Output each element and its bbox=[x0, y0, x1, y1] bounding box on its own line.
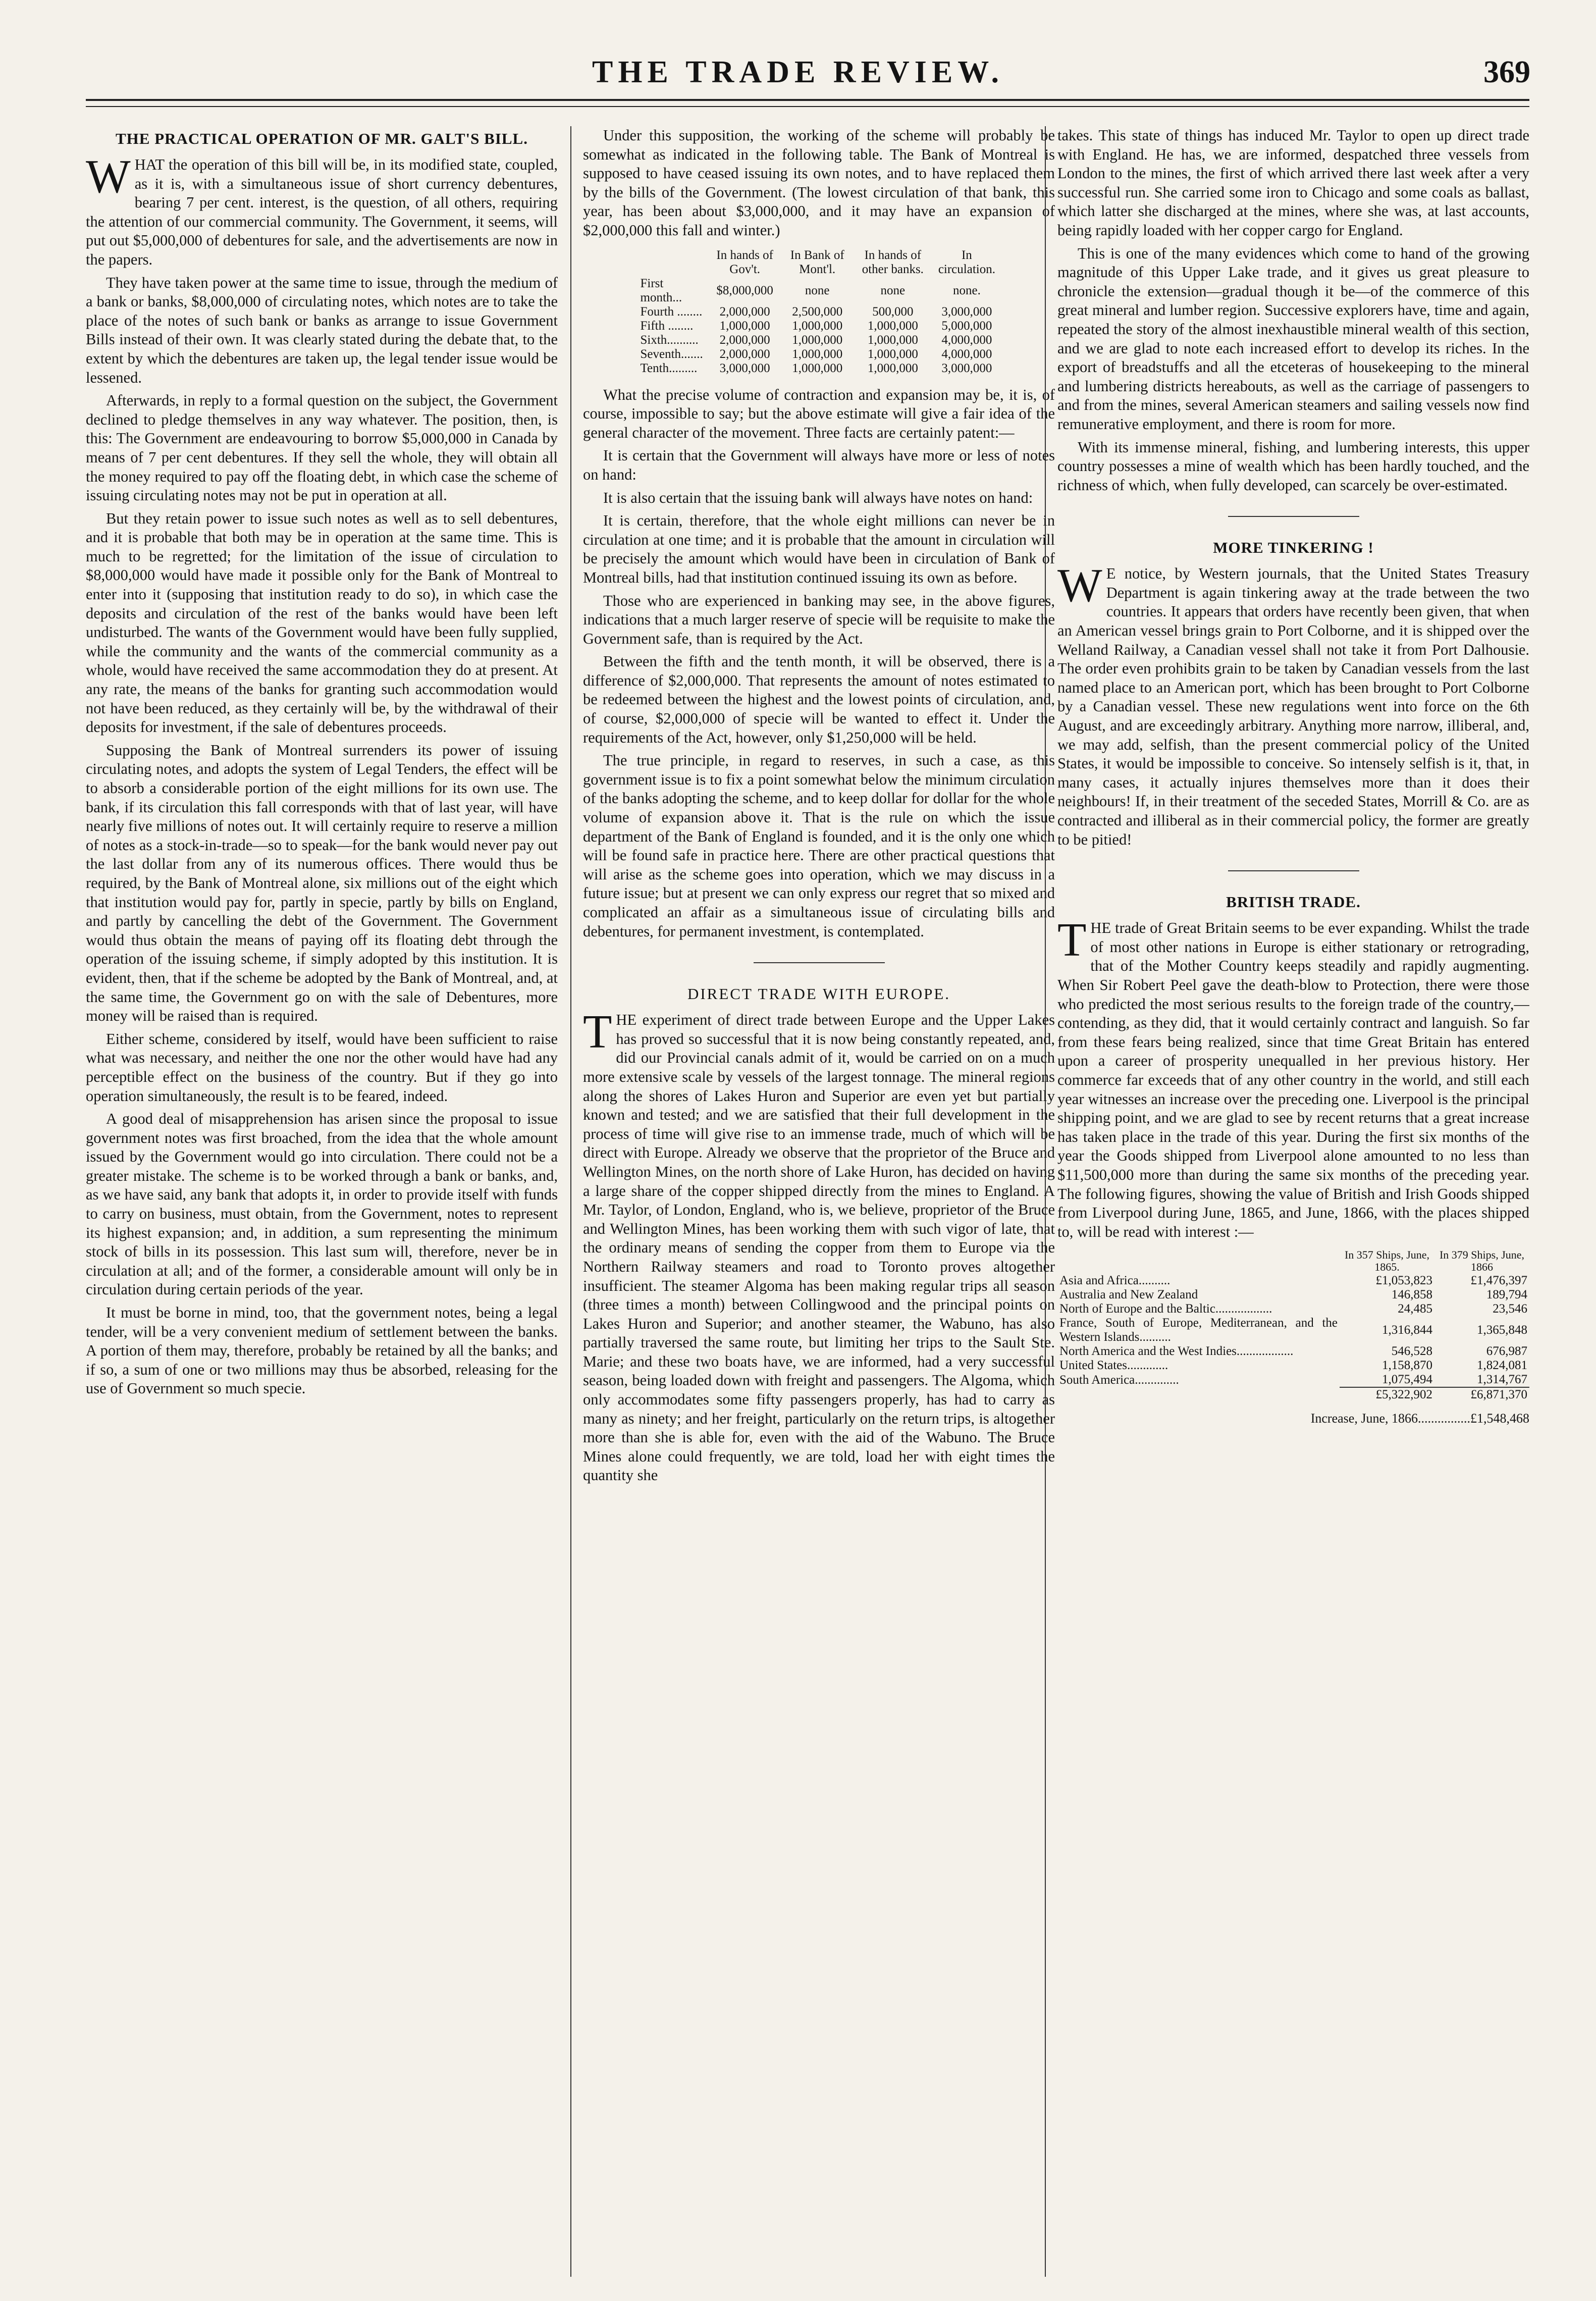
article-paragraph: A good deal of misapprehension has arisen since the proposal to issue government notes was first broached, from the idea that the whole amount issued by the Government would go into circulation. There could not be a greater mistake. The scheme is to be worked through a bank or banks, and, as we have said, any bank that adopts it, in order to provide itself with funds to carry on business, must obtain, from the Government, notes to represent its highest expansion; and, in addition, a sum representing the minimum stock of bills in its possession. This last sum will, therefore, never be in circulation at all; and of the former, a considerable amount will only be in circulation during certain periods of the year. bbox=[86, 1110, 558, 1298]
page-header-title: THE TRADE REVIEW. bbox=[592, 55, 1004, 89]
article-paragraph: THE experiment of direct trade between Europe and the Upper Lakes has proved so successful that it is now being constantly repeated, and, did our Provincial canals admit of it, would be carried on on a much more extensive scale by vessels of the largest tonnage. The mineral regions along the shores of Lakes Huron and Superior are even yet but partially known and tested; and we are satisfied that their full development in the process of time will give rise to an immense trade, much of which will be direct with Europe. Already we observe that the proprietor of the Bruce and Wellington Mines, on the north shore of Lake Huron, has decided on having a large share of the copper shipped directly from the mines to England. A Mr. Taylor, of London, England, who is, we believe, proprietor of the Bruce and Wellington Mines, has been working them with such vigor of late, that the ordinary means of sending the copper from them to Europe via the Northern Railway steamers and road to Toronto proves altogether insufficient. The steamer Algoma has been making regular trips all season (three times a month) between Collingwood and the principal points on Lakes Huron and Superior; and another steamer, the Wabuno, has also partially traversed the same route, but limiting her trips to the Sault Ste. Marie; and these two boats have, we are informed, had a very successful season, being loaded down with freight and passengers. The Algoma, which only accommodates some fifty passengers properly, has had to carry as many as ninety; and her freight, particularly on the return trips, is altogether more than she is able for, even with the aid of the Wabuno. The Bruce Mines alone could frequently, we are told, load her with eight times the quantity she bbox=[583, 1006, 1055, 1484]
drop-cap: W bbox=[1057, 559, 1102, 612]
header-rule-thin bbox=[86, 106, 1529, 107]
table-header: In hands of other banks. bbox=[862, 248, 924, 276]
table-header: In 379 Ships, June, 1866 bbox=[1439, 1248, 1525, 1274]
article-heading-galts-bill: THE PRACTICAL OPERATION OF MR. GALT'S BILL. bbox=[116, 130, 528, 147]
table-row: First month... $8,000,000 none none none. bbox=[640, 276, 981, 304]
table-row: Asia and Africa.......... £1,053,823 £1,476,397 bbox=[1059, 1274, 1527, 1288]
table-header: In 357 Ships, June, 1865. bbox=[1344, 1248, 1430, 1274]
article-paragraph: Either scheme, considered by itself, would have been sufficient to raise what was necessary, and neither the one nor the other would have had any perceptible effect on the business of the country. But if they go into operation simultaneously, the result is to be feared, indeed. bbox=[86, 1030, 558, 1105]
liverpool-goods-table bbox=[1057, 1248, 1529, 1402]
table-header: In Bank of Mont'l. bbox=[790, 248, 844, 276]
article-paragraph: But they retain power to issue such notes as well as to sell debentures, and it is probable that both may be in operation at the same time. This is much to be regretted; for the limitation of the issue of circulation to $8,000,000 would have made it possible only for the Bank of Montreal to enter into it (supposing that institution ready to do so), in which case the deposits and circulation of the rest of the banks would have been left undisturbed. The wants of the Government would have been fully supplied, while the community and the wants of the commercial community as a whole, would have received the same accommodation they do at present. At any rate, the means of the banks for granting such accommodation would not have been reduced, as they certainly will be, by the withdrawal of their deposits for investment, if the sale of debentures proceeds. bbox=[86, 509, 558, 736]
table-row: Tenth......... 3,000,000 1,000,000 1,000,000 3,000,000 bbox=[640, 361, 992, 375]
section-separator bbox=[1228, 516, 1359, 517]
table-row: Sixth.......... 2,000,000 1,000,000 1,000,000 4,000,000 bbox=[640, 333, 992, 347]
table-row: North America and the West Indies.................. 546,528 676,987 bbox=[1059, 1344, 1527, 1358]
section-separator bbox=[754, 962, 885, 963]
table-row: France, South of Europe, Mediterranean, and the Western Islands.......... 1,316,844 1,365,848 bbox=[1059, 1316, 1527, 1344]
article-paragraph: W E notice, by Western journals, that the United States Treasury Department is again tinkering away at the trade between the two countries. It appears that orders have recently been given, that when an American vessel brings grain to Port Colborne, and it is shipped over the Welland Railway, a Canadian vessel shall not take it from Port Dalhousie. The order even prohibits grain to be taken by Canadian vessels from the last named place to an American port, which has been brought to Port Colborne by a Canadian vessel. These new regulations went into force on the 6th August, and are exceedingly arbitrary. Anything more narrow, illiberal, and, we may add, selfish, than the present commercial policy of the United States, it would be impossible to conceive. So intensely selfish is it, that, in many cases, it actually injures themselves more than it does their neighbours! If, in their treatment of the seceded States, Morrill & Co. are as contracted and illiberal as in their commercial policy, the former are greatly to be pitied! bbox=[1057, 559, 1529, 848]
table-row: Australia and New Zealand 146,858 189,794 bbox=[1059, 1288, 1527, 1302]
article-paragraph: Supposing the Bank of Montreal surrenders its power of issuing circulating notes, and adopts the system of Legal Tenders, the effect will be to absorb a considerable portion of the eight millions for its own use. The bank, if its circulation this fall corresponds with that of last year, will have nearly five millions of notes out. It will certainly require to reserve a million of notes as a stock-in-trade—so to speak—for the bank would never pay out the last dollar from any of its numerous offices. There would thus be required, by the Bank of Montreal alone, six millions out of the eight which that institution would pay for, partly in specie, partly by bills on England, and partly by cancelling the debt of the Government. The Government would thus obtain the means of paying off its floating debt through the operation of the issuing scheme, if simply adopted by this institution. It is evident, then, that if the scheme be adopted by the Bank of Montreal, and, at the same time, the Government go on with the sale of Debentures, more money will be raised than is required. bbox=[86, 741, 558, 1025]
column-1 bbox=[86, 126, 558, 2267]
section-separator bbox=[1228, 870, 1359, 871]
table-row: United States............. 1,158,870 1,824,081 bbox=[1059, 1358, 1527, 1373]
article-paragraph: It is certain that the Government will always have more or less of notes on hand: bbox=[583, 447, 1055, 483]
article-paragraph: THE trade of Great Britain seems to be ever expanding. Whilst the trade of most other nations in Europe is either stationary or retrograding, that of the Mother Country keeps steadily and rapidly augmenting. When Sir Robert Peel gave the death-blow to Protection, there were those who predicted the most serious results to the foreign trade of the country,—contending, as they did, that it would certainly contract and languish. So far from these fears being realized, since that time Great Britain has entered upon a career of prosperity unequalled in her previous history. Her commerce far exceeds that of any other country in the world, and still each year witnesses an increase over the preceding one. Liverpool is the principal shipping point, and we are glad to see by recent returns that a great increase has taken place in the trade of this year. During the first six months of the year the Goods shipped from Liverpool alone amounted to no less than $11,500,000 more than during the same six months of the preceding year. The following figures, showing the value of British and Irish Goods shipped from Liverpool during June, 1865, and June, 1866, with the places shipped to, will be read with interest :— bbox=[1057, 914, 1529, 1240]
article-paragraph: Those who are experienced in banking may see, in the above figures, indications that a much larger reserve of specie will be requisite to make the Government safe, than is required by the Act. bbox=[583, 592, 1055, 647]
table-header bbox=[637, 248, 708, 277]
article-paragraph: It must be borne in mind, too, that the government notes, being a legal tender, will be a very convenient medium of settlement between the banks. A portion of them may, therefore, probably be retained by all the banks; and if so, a sum of one or two millions may thus be absorbed, releasing for the use of Government so much specie. bbox=[86, 1304, 558, 1397]
drop-cap: W bbox=[86, 150, 131, 203]
article-paragraph: WHAT the operation of this bill will be, in its modified state, coupled, as it is, with a simultaneous issue of short currency debentures, bearing 7 per cent. interest, is the question, of all others, requiring the attention of our commercial community. The Government, it seems, will put out $5,000,000 of debentures for sale, and the advertisements are now in the papers. bbox=[86, 150, 558, 268]
table-row: Seventh....... 2,000,000 1,000,000 1,000,000 4,000,000 bbox=[640, 347, 992, 361]
drop-cap: T bbox=[583, 1006, 612, 1059]
drop-cap: T bbox=[1057, 914, 1087, 967]
article-paragraph: Between the fifth and the tenth month, it will be observed, there is a difference of $2,000,000. That represents the amount of notes estimated to be redeemed between the highest and the lowest points of circulation, and, of course, $2,000,000 of specie will be wanted to effect it. Under the requirements of the Act, however, only $1,250,000 will be held. bbox=[583, 653, 1055, 746]
column-3 bbox=[1057, 126, 1529, 2267]
table-header: In circulation. bbox=[938, 248, 995, 276]
increase-line: Increase, June, 1866................£1,548,468 bbox=[1310, 1411, 1529, 1426]
article-paragraph: takes. This state of things has induced Mr. Taylor to open up direct trade with England. He has, we are informed, despatched three vessels from London to the mines, the first of which arrived there last week after a very successful run. She carried some iron to Chicago and some coals as ballast, which latter she discharged at the mines, where she was, at last accounts, being rapidly loaded with her copper cargo for England. bbox=[1057, 127, 1529, 239]
table-row: Fourth ........ 2,000,000 2,500,000 500,000 3,000,000 bbox=[640, 304, 992, 319]
table-row: North of Europe and the Baltic.................. 24,485 23,546 bbox=[1059, 1302, 1527, 1316]
article-paragraph: The true principle, in regard to reserves, in such a case, as this government issue is to fix a point somewhat below the minimum circulation of the banks adopting the scheme, and to keep dollar for dollar for the whole volume of expansion above it. That is the rule on which the issue department of the Bank of England is founded, and it is the only one which will be found safe in practice here. There are other practical questions that will arise as the scheme goes into operation, which we may discuss in a future issue; but at present we can only express our regret that so mixed and complicated an affair as a simultaneous issue of circulating bills and debentures, for permanent investment, is contemplated. bbox=[583, 752, 1055, 940]
table-row: South America.............. 1,075,494 1,314,767 bbox=[1059, 1373, 1527, 1387]
article-paragraph: They have taken power at the same time to issue, through the medium of a bank or banks, $8,000,000 of circulating notes, which notes are to take the place of the notes of such bank or banks as arrange to issue Government Bills instead of their own. It was clearly stated during the debate that, to the extent by which the debentures are taken up, the legal tender issue would be lessened. bbox=[86, 274, 558, 386]
article-heading-more-tinkering: MORE TINKERING ! bbox=[1213, 539, 1374, 557]
article-paragraph: With its immense mineral, fishing, and lumbering interests, this upper country possesses a mine of wealth which has been hardly touched, and the richness of which, when fully developed, can scarcely be over-estimated. bbox=[1057, 438, 1529, 494]
page-number: 369 bbox=[1483, 55, 1530, 89]
article-paragraph: Afterwards, in reply to a formal question on the subject, the Government declined to pledge themselves in any way whatever. The position, then, is this: The Government are endeavouring to borrow $5,000,000 in Canada by means of 7 per cent debentures. If they sell the whole, they will obtain all the money required to pay off the floating debt, in which case the scheme of issuing circulating notes may not be put in operation at all. bbox=[86, 392, 558, 504]
article-heading-direct-trade: DIRECT TRADE WITH EUROPE. bbox=[687, 985, 951, 1003]
article-paragraph: This is one of the many evidences which come to hand of the growing magnitude of this Upper Lake trade, and it gives us great pleasure to chronicle the extension—gradual though it be—of the commerce of this great mineral and lumber region. Successive explorers have, time and again, repeated the story of the almost inexhaustible mineral wealth of this section, and we are glad to note each increased effort to develop its riches. In the export of breadstuffs and all the etceteras of housekeeping to the mineral and lumbering districts hereabouts, as well as the carriage of passengers to and from the mines, several American steamers and sailing vessels now find remunerative employment, and there is room for more. bbox=[1057, 244, 1529, 433]
article-paragraph: What the precise volume of contraction and expansion may be, it is, of course, impossible to say; but the above estimate will give a fair idea of the general character of the movement. Three facts are certainly patent:— bbox=[583, 386, 1055, 441]
column-2 bbox=[583, 126, 1055, 2267]
article-heading-british-trade: BRITISH TRADE. bbox=[1226, 893, 1361, 911]
header-rule bbox=[86, 99, 1529, 101]
circulation-table bbox=[637, 248, 1001, 376]
article-paragraph: It is certain, therefore, that the whole eight millions can never be in circulation at one time; and it is probable that the amount in circulation will be precisely the amount which would have been in circulation of Bank of Montreal bills, had that institution continued issuing its own as before. bbox=[583, 512, 1055, 586]
table-row: Fifth ........ 1,000,000 1,000,000 1,000,000 5,000,000 bbox=[640, 319, 992, 333]
article-paragraph: Under this supposition, the working of the scheme will probably be somewhat as indicated in the following table. The Bank of Montreal is supposed to have ceased issuing its own notes, and to have replaced them by the bills of the Government. (The lowest circulation of that bank, this year, has been about $3,000,000, and it may have an expansion of $2,000,000 this fall and winter.) bbox=[583, 127, 1055, 239]
column-divider bbox=[570, 126, 571, 2277]
table-header bbox=[1057, 1248, 1340, 1274]
table-header: In hands of Gov't. bbox=[716, 248, 773, 276]
table-total-row: £5,322,902 £6,871,370 bbox=[1057, 1387, 1529, 1402]
article-paragraph: It is also certain that the issuing bank will always have notes on hand: bbox=[603, 489, 1033, 506]
